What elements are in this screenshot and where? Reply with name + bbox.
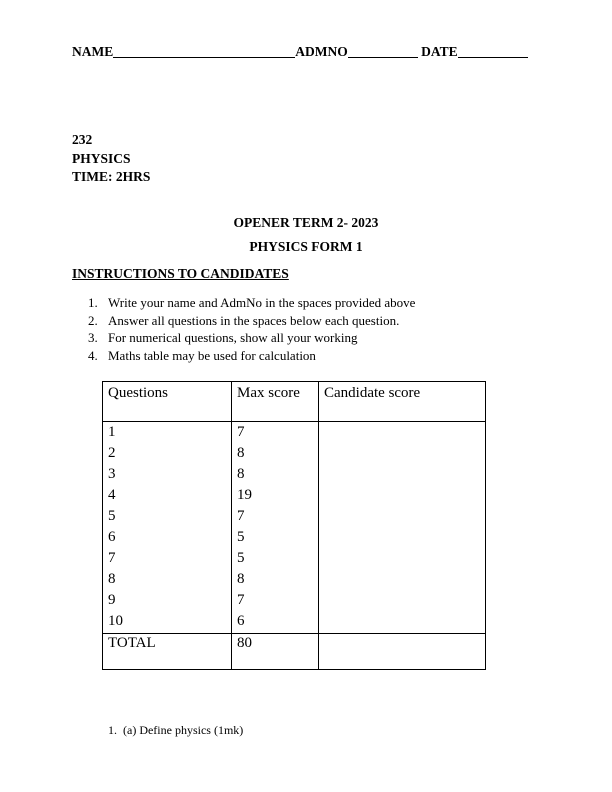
question-1 xyxy=(108,723,243,738)
max-score: 8 xyxy=(237,466,245,482)
total-candidate-score-cell[interactable] xyxy=(319,634,485,669)
question-number: 3 xyxy=(108,466,116,482)
question-text: (a) Define physics (1mk) xyxy=(123,723,244,737)
question-column xyxy=(108,422,123,632)
header-divider xyxy=(103,421,485,422)
column-divider xyxy=(318,382,319,669)
max-score: 5 xyxy=(237,529,245,545)
exam-subtitle: PHYSICS FORM 1 xyxy=(249,239,363,254)
score-table xyxy=(102,381,486,670)
max-score: 19 xyxy=(237,487,252,503)
max-score: 6 xyxy=(237,613,245,629)
instruction-item: 4. Maths table may be used for calculation xyxy=(88,347,316,363)
question-number: 1. xyxy=(108,723,117,737)
question-number: 6 xyxy=(108,529,116,545)
candidate-details-line xyxy=(72,44,528,60)
admno-label: ADMNO xyxy=(295,44,348,59)
total-label: TOTAL xyxy=(108,635,156,651)
question-number: 1 xyxy=(108,424,116,440)
exam-title: OPENER TERM 2- 2023 xyxy=(233,215,379,230)
paper-subject: PHYSICS xyxy=(72,150,131,166)
header-questions: Questions xyxy=(108,385,168,401)
instruction-item: 2. Answer all questions in the spaces below each question. xyxy=(88,312,400,328)
total-value: 80 xyxy=(237,635,252,651)
admno-blank[interactable] xyxy=(348,45,418,58)
name-blank[interactable] xyxy=(113,45,295,58)
question-number: 9 xyxy=(108,592,116,608)
max-score: 7 xyxy=(237,424,245,440)
question-number: 5 xyxy=(108,508,116,524)
question-number: 4 xyxy=(108,487,116,503)
paper-info xyxy=(72,131,150,187)
instructions-list xyxy=(88,294,415,364)
max-score: 5 xyxy=(237,550,245,566)
question-number: 2 xyxy=(108,445,116,461)
question-number: 7 xyxy=(108,550,116,566)
date-label: DATE xyxy=(421,44,458,59)
header-candidate-score: Candidate score xyxy=(324,385,421,401)
paper-code: 232 xyxy=(72,132,93,147)
name-label: NAME xyxy=(72,44,114,59)
max-score-column xyxy=(237,422,252,632)
max-score: 8 xyxy=(237,571,245,587)
instructions-heading: INSTRUCTIONS TO CANDIDATES xyxy=(72,266,289,281)
max-score: 7 xyxy=(237,508,245,524)
question-number: 8 xyxy=(108,571,116,587)
paper-time: TIME: 2HRS xyxy=(72,169,151,184)
question-number: 10 xyxy=(108,613,123,629)
instruction-item: 1. Write your name and AdmNo in the spaces provided above xyxy=(88,295,416,310)
instruction-item: 3. For numerical questions, show all your working xyxy=(88,330,358,345)
max-score: 8 xyxy=(237,445,245,461)
date-blank[interactable] xyxy=(458,45,528,58)
header-max-score: Max score xyxy=(237,385,300,401)
max-score: 7 xyxy=(237,592,245,608)
column-divider xyxy=(231,382,232,669)
